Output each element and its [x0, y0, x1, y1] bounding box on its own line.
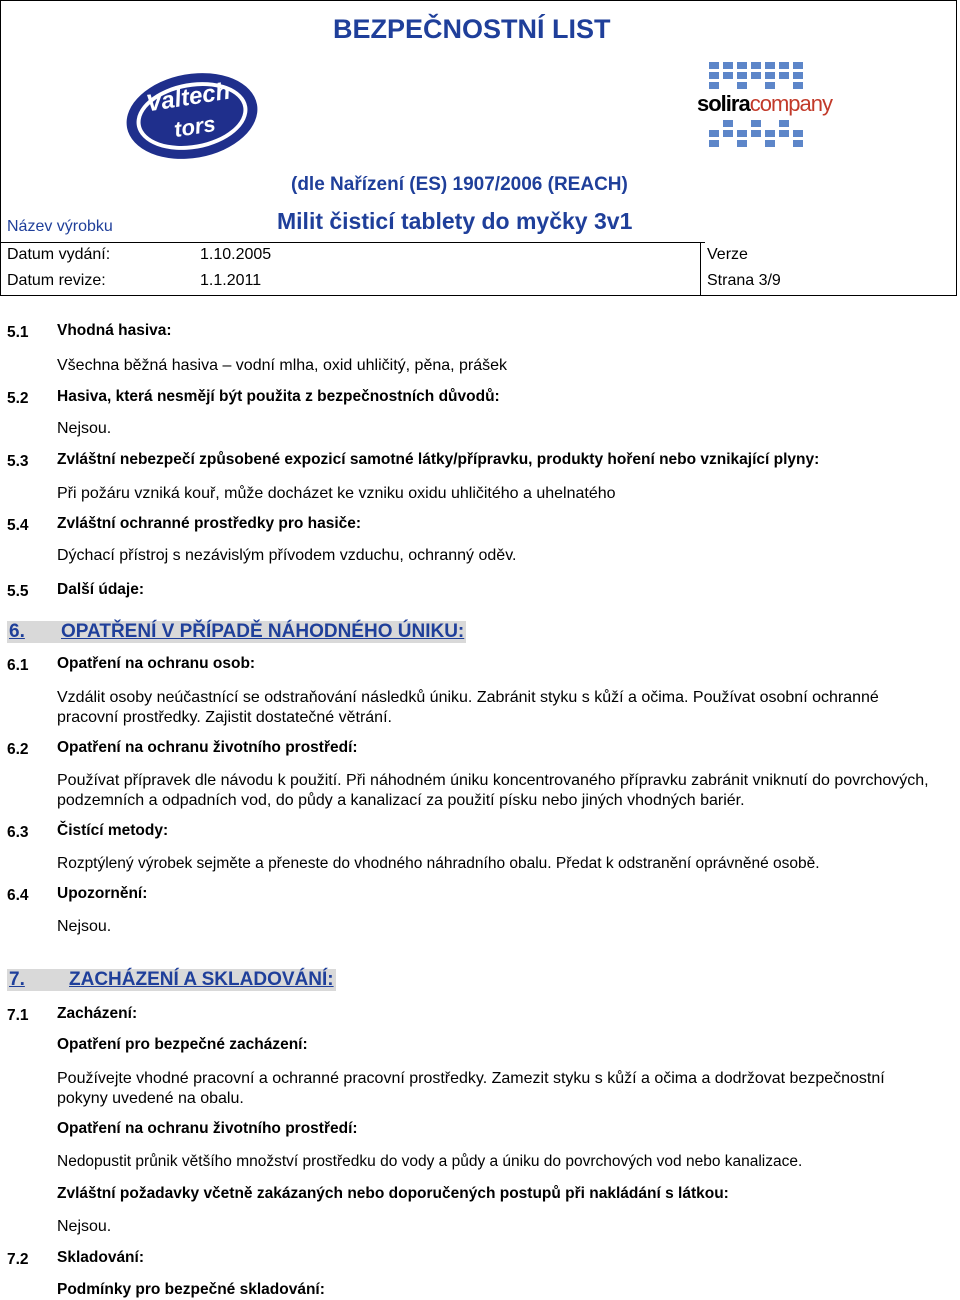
logo-left-text-2: tors: [172, 110, 218, 143]
s53-num: 5.3: [7, 453, 29, 470]
s51-num: 5.1: [7, 324, 29, 341]
header-divider-left: [0, 242, 705, 243]
s64-num: 6.4: [7, 887, 29, 904]
s52-title: Hasiva, která nesmějí být použita z bezpečnostních důvodů:: [57, 388, 500, 405]
s7-sub2-text: Nedopustit průnik většího množství prostředku do vody a půdy a úniku do povrchových vod nebo kanalizace.: [57, 1153, 803, 1170]
s6-num: 6.: [9, 621, 25, 642]
s62-num: 6.2: [7, 741, 29, 758]
header-divider-right: [700, 242, 701, 296]
s6-title: OPATŘENÍ V PŘÍPADĚ NÁHODNÉHO ÚNIKU:: [61, 621, 465, 642]
version-label: Verze: [707, 246, 748, 263]
s55-num: 5.5: [7, 583, 29, 600]
s7-sub4-title: Podmínky pro bezpečné skladování:: [57, 1281, 325, 1298]
issue-date: 1.10.2005: [200, 246, 272, 263]
solira-logo: [697, 58, 832, 158]
s51-title: Vhodná hasiva:: [57, 322, 172, 339]
s64-title: Upozornění:: [57, 885, 148, 902]
s63-num: 6.3: [7, 824, 29, 841]
doc-title: BEZPEČNOSTNÍ LIST: [333, 14, 611, 44]
s63-title: Čistící metody:: [57, 822, 169, 839]
s72-num: 7.2: [7, 1251, 29, 1268]
s7-sub3-text: Nejsou.: [57, 1218, 112, 1235]
s7-sub1-text: Používejte vhodné pracovní a ochranné pracovní prostředky. Zamezit styku s kůží a očima a dodržovat bezpečnostní pokyny uvedené na obalu.: [57, 1070, 885, 1107]
s54-num: 5.4: [7, 517, 29, 534]
product-name: Milit čisticí tablety do myčky 3v1: [277, 208, 633, 234]
s53-text: Při požáru vzniká kouř, může docházet ke vzniku oxidu uhličitého a uhelnatého: [57, 485, 616, 502]
s52-text: Nejsou.: [57, 420, 112, 437]
s64-text: Nejsou.: [57, 918, 112, 935]
logo-right-text-1: solira: [697, 91, 750, 116]
s61-title: Opatření na ochranu osob:: [57, 655, 256, 672]
s7-sub1-title: Opatření pro bezpečné zacházení:: [57, 1036, 308, 1053]
s6-heading: [7, 621, 466, 643]
s63-text: Rozptýlený výrobek sejměte a přeneste do vhodného náhradního obalu. Předat k odstranění oprávněné osobě.: [57, 855, 820, 872]
s72-title: Skladování:: [57, 1249, 144, 1266]
s71-num: 7.1: [7, 1007, 29, 1024]
s71-title: Zacházení:: [57, 1005, 138, 1022]
s51-text: Všechna běžná hasiva – vodní mlha, oxid uhličitý, pěna, prášek: [57, 357, 508, 374]
revision-date-label: Datum revize:: [7, 272, 106, 289]
valtech-logo: [124, 72, 260, 160]
regulation-text: (dle Nařízení (ES) 1907/2006 (REACH): [291, 174, 628, 195]
revision-date: 1.1.2011: [200, 272, 262, 289]
s7-heading: [7, 969, 336, 991]
logo-right-text: [697, 91, 832, 117]
s54-text: Dýchací přístroj s nezávislým přívodem vzduchu, ochranný oděv.: [57, 547, 517, 564]
logo-left-text-1: Valtech: [144, 77, 232, 118]
s53-title: Zvláštní nebezpečí způsobené expozicí samotné látky/přípravku, produkty hoření nebo vznikající plyny:: [57, 451, 820, 468]
s7-sub2-title: Opatření na ochranu životního prostředí:: [57, 1120, 358, 1137]
s7-sub3-title: Zvláštní požadavky včetně zakázaných nebo doporučených postupů při nakládání s látkou:: [57, 1185, 729, 1202]
s7-num: 7.: [9, 969, 25, 990]
issue-date-label: Datum vydání:: [7, 246, 111, 263]
product-name-label: Název výrobku: [7, 218, 113, 235]
page-label: Strana 3/9: [707, 272, 781, 289]
s52-num: 5.2: [7, 390, 29, 407]
s62-text: Používat přípravek dle návodu k použití. Při náhodném úniku koncentrovaného přípravku zabránit vniknutí do povrchových, podzemních a odpadních vod, do půdy a kanalizací za použití písku nebo jiných vhodných bariér.: [57, 772, 929, 809]
logo-right-text-2: company: [749, 91, 832, 116]
s55-title: Další údaje:: [57, 581, 144, 598]
s54-title: Zvláštní ochranné prostředky pro hasiče:: [57, 515, 362, 532]
s7-title: ZACHÁZENÍ A SKLADOVÁNÍ:: [69, 969, 334, 990]
s61-text: Vzdálit osoby neúčastnící se odstraňování následků úniku. Zabránit styku s kůží a očima. Používat osobní ochranné pracovní prostředky. Zajistit dostatečné větrání.: [57, 689, 879, 726]
s62-title: Opatření na ochranu životního prostředí:: [57, 739, 358, 756]
s61-num: 6.1: [7, 657, 29, 674]
